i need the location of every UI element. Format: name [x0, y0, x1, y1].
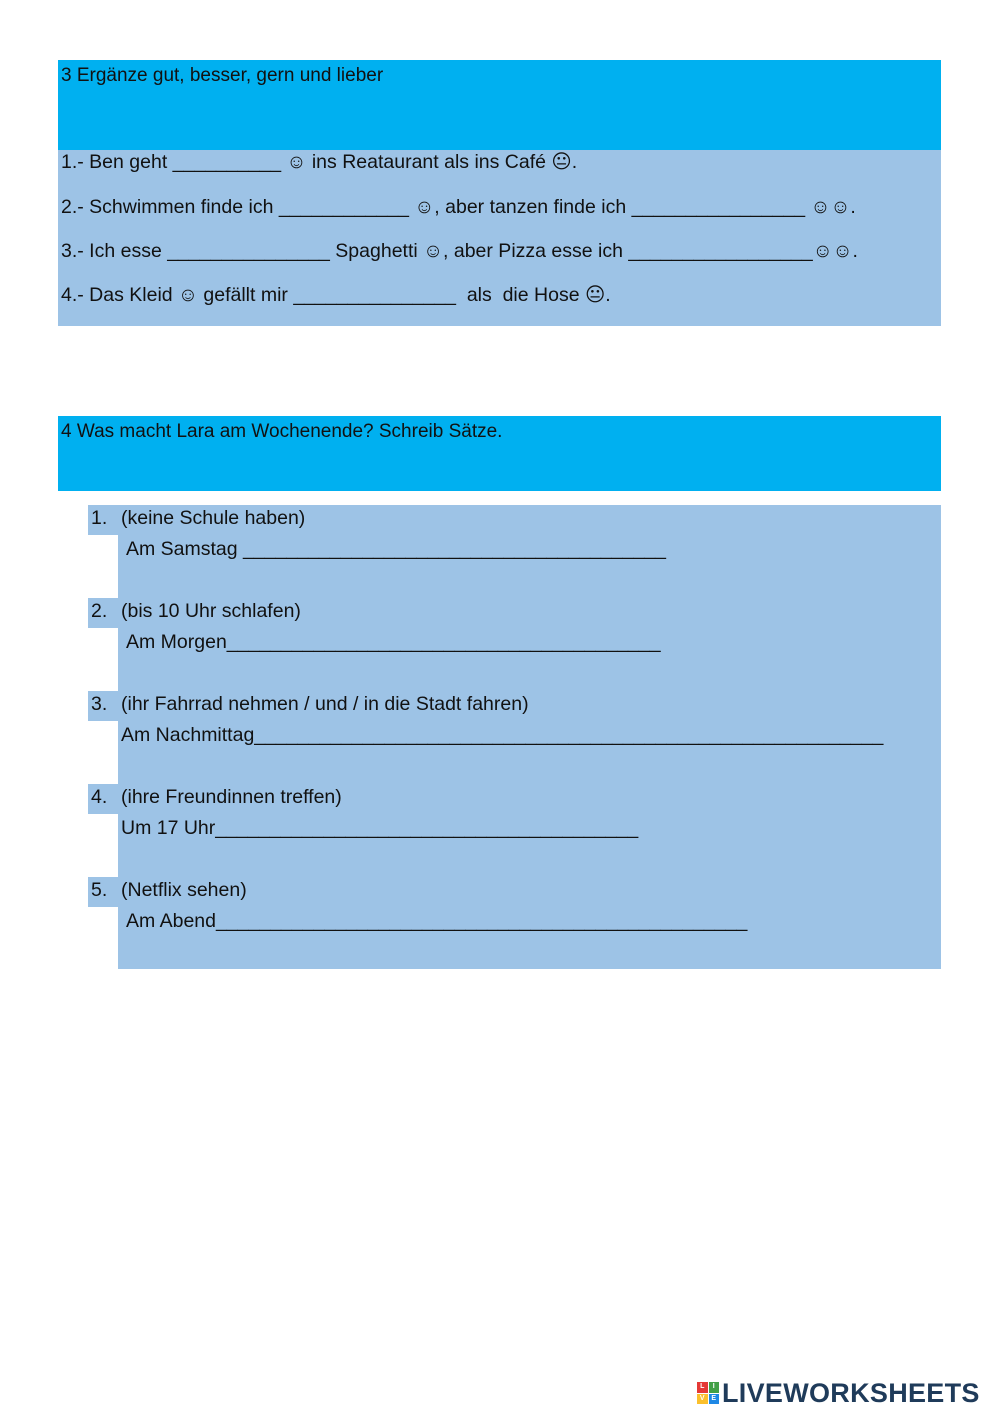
item-answer-line[interactable]: Am Morgen________________________________________	[126, 631, 661, 653]
item-answer-line[interactable]: Um 17 Uhr_______________________________________	[121, 817, 639, 839]
exercise3-title-bar	[58, 60, 941, 150]
item-prompt: (ihr Fahrrad nehmen / und / in die Stadt fahren)	[121, 693, 529, 715]
exercise3-line-4: 4.- Das Kleid ☺ gefällt mir _______________ als die Hose 😐.	[61, 284, 611, 306]
item-number: 1.	[91, 507, 108, 529]
item-prompt: (keine Schule haben)	[121, 507, 306, 529]
exercise3-line-1: 1.- Ben geht __________ ☺ ins Reataurant als ins Café 😐.	[61, 151, 578, 173]
item-number: 4.	[91, 786, 108, 808]
exercise3-title: 3 Ergänze gut, besser, gern und lieber	[61, 65, 384, 86]
exercise4-title-bar	[58, 416, 941, 491]
item-answer-line[interactable]: Am Nachmittag__________________________________________________________	[121, 724, 884, 746]
item-prompt: (bis 10 Uhr schlafen)	[121, 600, 301, 622]
item-prompt: (Netflix sehen)	[121, 879, 247, 901]
liveworksheets-logo[interactable]	[697, 1379, 980, 1407]
item-number: 5.	[91, 879, 108, 901]
logo-text: LIVEWORKSHEETS	[722, 1377, 980, 1408]
logo-mark-icon: L I V E	[697, 1382, 719, 1404]
exercise3-line-3: 3.- Ich esse _______________ Spaghetti ☺, aber Pizza esse ich _________________☺☺.	[61, 240, 858, 262]
item-answer-line[interactable]: Am Samstag _______________________________________	[126, 538, 666, 560]
item-answer-line[interactable]: Am Abend_________________________________________________	[126, 910, 748, 932]
item-prompt: (ihre Freundinnen treffen)	[121, 786, 342, 808]
item-number: 3.	[91, 693, 108, 715]
exercise4-title: 4 Was macht Lara am Wochenende? Schreib Sätze.	[61, 421, 503, 442]
item-number: 2.	[91, 600, 108, 622]
exercise3-line-2: 2.- Schwimmen finde ich ____________ ☺, aber tanzen finde ich ________________ ☺☺.	[61, 196, 856, 218]
